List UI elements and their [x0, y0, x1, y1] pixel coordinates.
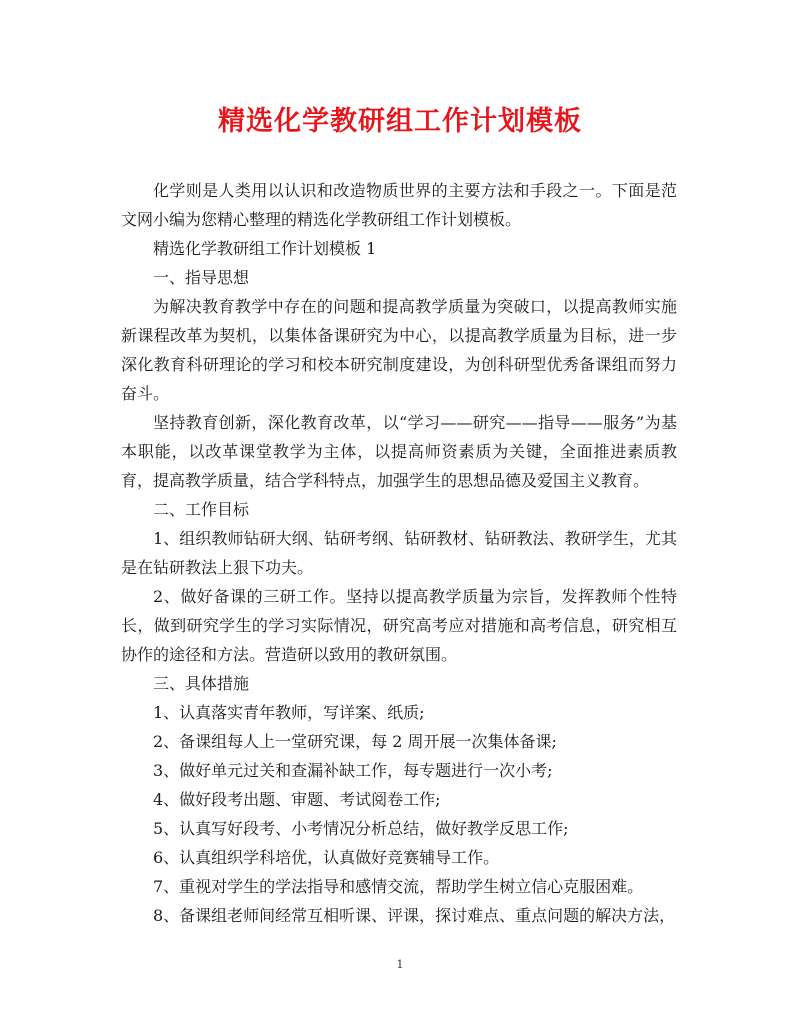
measure-item-6: 6、认真组织学科培优，认真做好竞赛辅导工作。 [153, 848, 500, 867]
paragraph-guiding-thought-2: 坚持教育创新，深化教育改革，以“学习——研究——指导——服务”为基本职能，以改革课堂教学为主体，以提高师资素质为关键，全面推进素质教育，提高教学质量，结合学科特点，加强学生的思想品德及爱国主义教育。 [121, 413, 677, 490]
measure-item-8: 8、备课组老师间经常互相听课、评课，探讨难点、重点问题的解决方法， [153, 906, 676, 925]
paragraph-goal-1: 1、组织教师钻研大纲、钻研考纲、钻研教材、钻研教法、教研学生，尤其是在钻研教法上狠下功夫。 [121, 529, 677, 577]
measure-item-1: 1、认真落实青年教师，写详案、纸质; [153, 703, 425, 722]
measure-item-2: 2、备课组每人上一堂研究课，每 2 周开展一次集体备课; [153, 732, 557, 751]
section-heading-measures: 三、具体措施 [153, 674, 250, 693]
paragraph-guiding-thought-1: 为解决教育教学中存在的问题和提高教学质量为突破口，以提高教师实施新课程改革为契机，以集体备课研究为中心，以提高教学质量为目标，进一步深化教育科研理论的学习和校本研究制度建设，为创科研型优秀备课组而努力奋斗。 [121, 297, 677, 403]
measure-item-3: 3、做好单元过关和查漏补缺工作，每专题进行一次小考; [153, 761, 553, 780]
document-body [121, 176, 677, 930]
intro-paragraph: 化学则是人类用以认识和改造物质世界的主要方法和手段之一。下面是范文网小编为您精心整理的精选化学教研组工作计划模板。 [121, 181, 677, 229]
document-title: 精选化学教研组工作计划模板 [218, 106, 582, 137]
page-number: 1 [396, 958, 404, 971]
template-subtitle: 精选化学教研组工作计划模板 1 [153, 239, 377, 258]
section-heading-work-goals: 二、工作目标 [153, 500, 250, 519]
measure-item-5: 5、认真写好段考、小考情况分析总结，做好教学反思工作; [153, 819, 569, 838]
section-heading-guiding-thought: 一、指导思想 [153, 268, 250, 287]
measure-item-7: 7、重视对学生的学法指导和感情交流，帮助学生树立信心克服困难。 [153, 877, 644, 896]
measure-item-4: 4、做好段考出题、审题、考试阅卷工作; [153, 790, 441, 809]
paragraph-goal-2: 2、做好备课的三研工作。坚持以提高教学质量为宗旨，发挥教师个性特长，做到研究学生的学习实际情况，研究高考应对措施和高考信息，研究相互协作的途径和方法。营造研以致用的教研氛围。 [121, 587, 677, 664]
